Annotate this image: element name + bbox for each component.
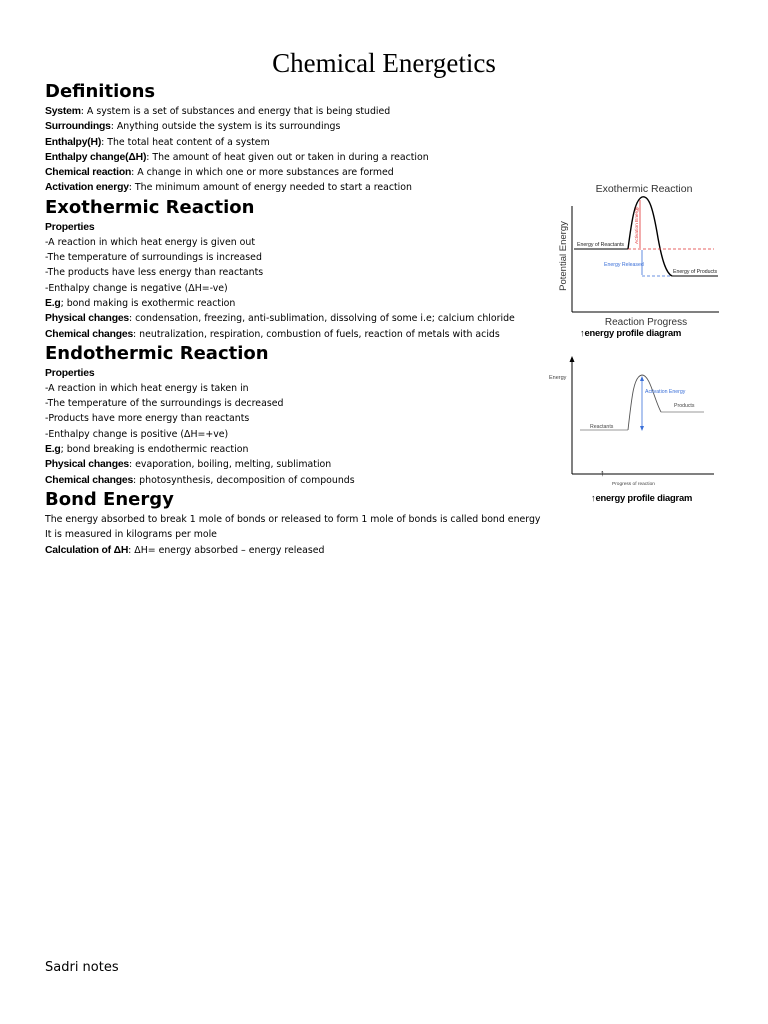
endo-arrowhead-top	[640, 376, 644, 381]
exo-reactants-label: Energy of Reactants	[577, 242, 625, 248]
endothermic-profile-diagram	[546, 354, 718, 490]
exothermic-property: -Enthalpy change is negative (ΔH=-ve)	[45, 282, 228, 294]
definition-item: Enthalpy(H): The total heat content of a system	[45, 136, 270, 148]
definition-item: Chemical reaction: A change in which one or more substances are formed	[45, 167, 394, 179]
definition-item: System: A system is a set of substances and energy that is being studied	[45, 106, 391, 117]
notes-body	[45, 80, 545, 558]
endothermic-property: -Enthalpy change is positive (ΔH=+ve)	[45, 428, 229, 440]
endothermic-chemical-changes: Chemical changes: photosynthesis, decomposition of compounds	[45, 474, 355, 486]
definition-item: Activation energy: The minimum amount of energy needed to start a reaction	[45, 182, 412, 194]
endothermic-properties-label: Properties	[45, 367, 95, 379]
exo-products-label: Energy of Products	[673, 269, 718, 275]
exo-y-axis-label: Potential Energy	[558, 221, 569, 291]
definition-item: Surroundings: Anything outside the system is its surroundings	[45, 121, 341, 133]
endothermic-property: -Products have more energy than reactants	[45, 413, 250, 425]
endo-arrowhead-bottom	[640, 426, 644, 431]
endothermic-heading: Endothermic Reaction	[45, 342, 269, 364]
endothermic-physical-changes: Physical changes: evaporation, boiling, melting, sublimation	[45, 459, 332, 471]
endo-y-arrowhead	[570, 356, 575, 362]
bond-energy-definition: The energy absorbed to break 1 mole of bonds or released to form 1 mole of bonds is called bond energy	[45, 513, 541, 525]
endothermic-property: -A reaction in which heat energy is taken in	[45, 382, 249, 394]
endothermic-example: E.g; bond breaking is endothermic reaction	[45, 444, 249, 456]
exo-x-axis-label: Reaction Progress	[604, 317, 688, 328]
exothermic-property: -The temperature of surroundings is increased	[45, 252, 262, 264]
endo-reactants-label: Reactants	[590, 424, 614, 430]
exothermic-properties-label: Properties	[45, 221, 95, 233]
exothermic-property: -The products have less energy than reactants	[45, 267, 264, 279]
endo-y-axis-label: Energy	[549, 375, 567, 381]
definitions-list	[45, 104, 545, 196]
definition-item: Enthalpy change(ΔH): The amount of heat given out or taken in during a reaction	[45, 151, 429, 163]
exo-activation-label: Activation Energy	[635, 206, 640, 244]
endo-products-label: Products	[674, 403, 695, 409]
page-title: Chemical Energetics	[272, 48, 496, 78]
exo-figure-title: Exothermic Reaction	[595, 183, 693, 195]
endo-activation-label: Activation Energy	[645, 389, 686, 395]
exothermic-chemical-changes: Chemical changes: neutralization, respiration, combustion of fuels, reaction of metals with acids	[45, 328, 500, 340]
exothermic-heading: Exothermic Reaction	[45, 196, 255, 218]
exo-figure-caption: ↑energy profile diagram	[580, 327, 682, 338]
bond-energy-unit: It is measured in kilograms per mole	[45, 529, 217, 541]
endo-x-axis-arrow: ↑	[600, 468, 605, 478]
endo-figure-caption: ↑energy profile diagram	[591, 492, 693, 503]
exothermic-property: -A reaction in which heat energy is given out	[45, 236, 256, 248]
exo-released-label: Energy Released	[604, 262, 644, 268]
bond-energy-calculation: Calculation of ΔH: ΔH= energy absorbed – energy released	[45, 544, 325, 556]
exothermic-physical-changes: Physical changes: condensation, freezing, anti-sublimation, dissolving of some i.e; calcium chloride	[45, 313, 515, 325]
definitions-heading: Definitions	[45, 81, 156, 102]
exothermic-profile-diagram	[552, 178, 722, 328]
endo-x-axis-label: Progress of reaction	[612, 482, 655, 487]
exothermic-example: E.g; bond making is exothermic reaction	[45, 297, 236, 309]
endothermic-property: -The temperature of the surroundings is decreased	[45, 398, 284, 410]
footer-note: Sadri notes	[45, 960, 119, 975]
endo-energy-curve	[628, 375, 661, 430]
bond-energy-heading: Bond Energy	[45, 488, 174, 510]
